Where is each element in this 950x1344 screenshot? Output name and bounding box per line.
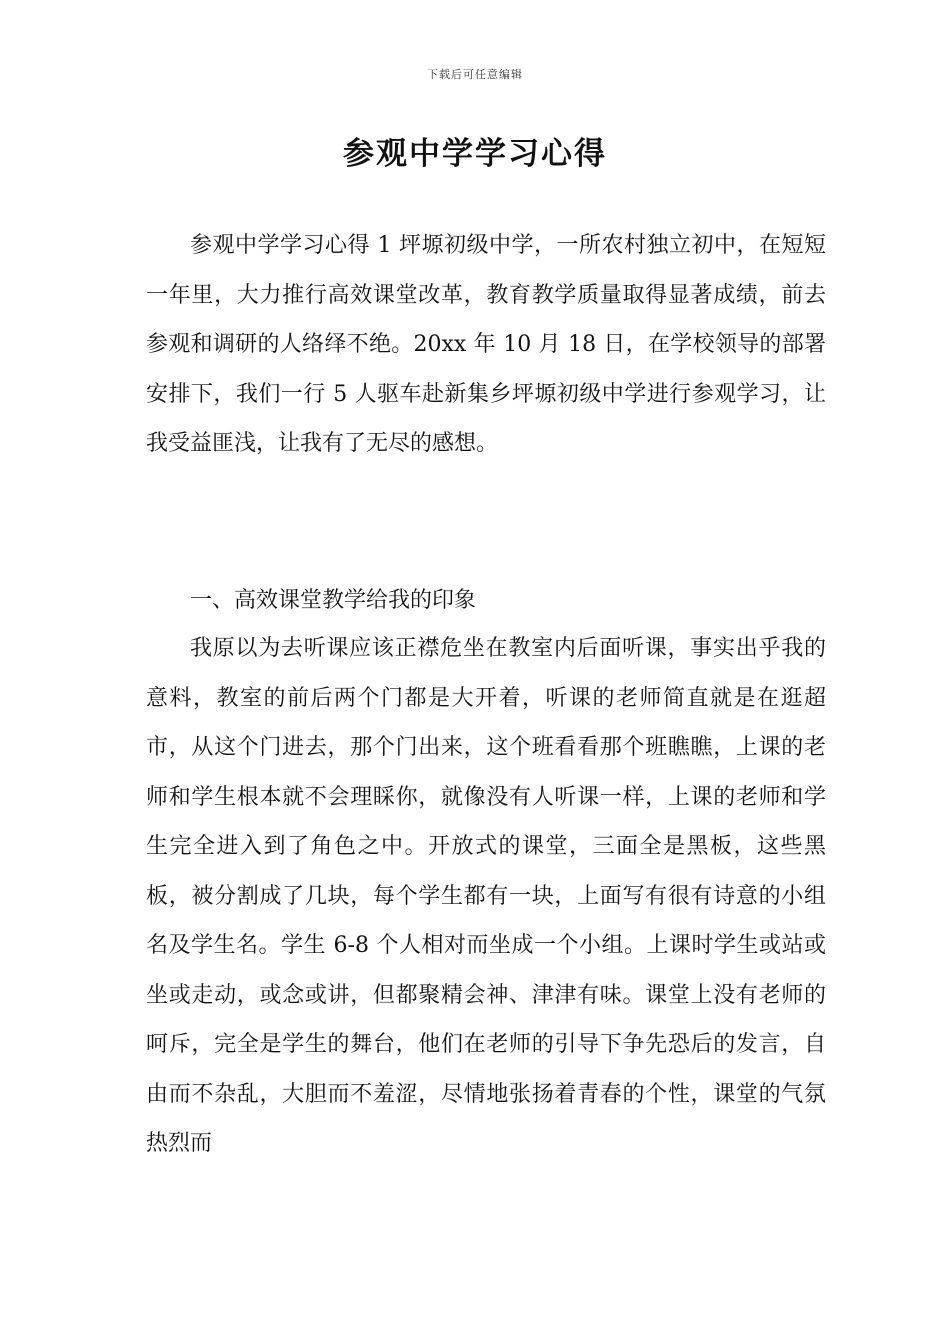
paragraph-intro: 参观中学学习心得 1 坪塬初级中学，一所农村独立初中，在短短一年里，大力推行高效课堂改革，教育教学质量取得显著成绩，前去参观和调研的人络绎不绝。20xx 年 10 月 18 日，在学校领导的部署安排下，我们一行 5 人驱车赴新集乡坪塬初级中学进行参观学习，让我受益匪浅，让我有了无尽的感想。 (146, 233, 826, 456)
header-note: 下载后可任意编辑 (427, 68, 523, 81)
document-title: 参观中学学习心得 (343, 136, 607, 172)
paragraph-body: 我原以为去听课应该正襟危坐在教室内后面听课，事实出乎我的意料，教室的前后两个门都是大开着，听课的老师简直就是在逛超市，从这个门进去，那个门出来，这个班看看那个班瞧瞧，上课的老师和学生根本就不会理睬你，就像没有人听课一样，上课的老师和学生完全进入到了角色之中。开放式的课堂，三面全是黑板，这些黑板，被分割成了几块，每个学生都有一块，上面写有很有诗意的小组名及学生名。学生 6-8 个人相对而坐成一个小组。上课时学生或站或坐或走动，或念或讲，但都聚精会神、津津有味。课堂上没有老师的呵斥，完全是学生的舞台，他们在老师的引导下争先恐后的发言，自由而不杂乱，大胆而不羞涩，尽情地张扬着青春的个性，课堂的气氛热烈而 (146, 636, 826, 1156)
section-heading: 一、高效课堂教学给我的印象 (190, 588, 477, 613)
